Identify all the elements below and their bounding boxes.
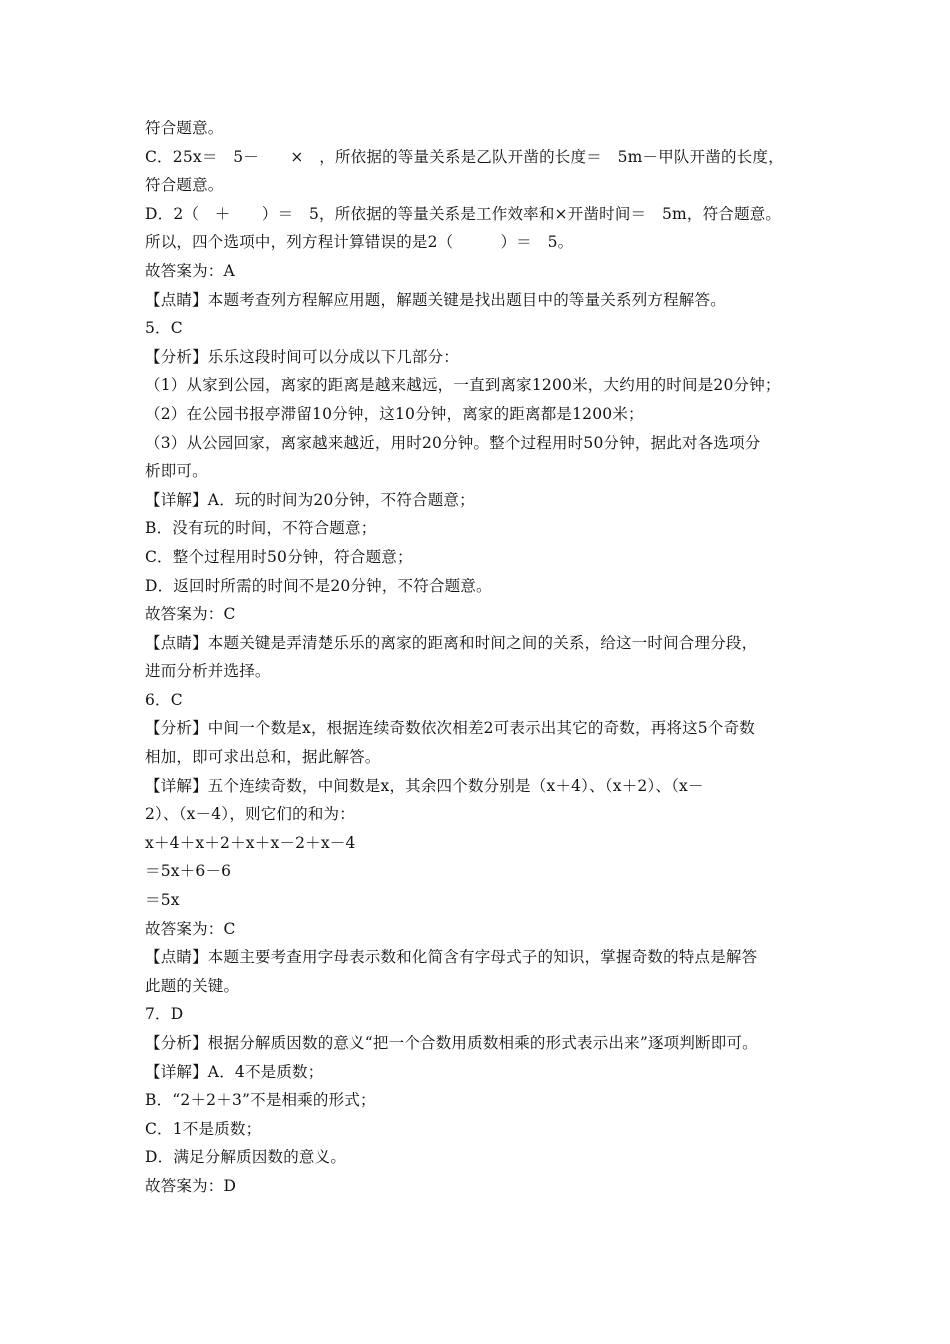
text-line: 故答案为：C bbox=[145, 605, 236, 624]
text-line: D．2（ ＋ ）＝ 5，所依据的等量关系是工作效率和×开凿时间＝ 5m，符合题意。 bbox=[145, 204, 782, 223]
text-line: 【点睛】本题关键是弄清楚乐乐的离家的距离和时间之间的关系，给这一时间合理分段， bbox=[145, 633, 758, 652]
text-line: C．25x＝ 5－ × ，所依据的等量关系是乙队开凿的长度＝ 5m－甲队开凿的长度， bbox=[145, 147, 784, 166]
text-line: B．没有玩的时间，不符合题意； bbox=[145, 519, 377, 538]
text-line: 故答案为：C bbox=[145, 919, 236, 938]
text-line: 【详解】A．玩的时间为20分钟，不符合题意； bbox=[145, 490, 475, 509]
text-line: 所以，四个选项中，列方程计算错误的是2（ ）＝ 5。 bbox=[145, 233, 574, 252]
text-line: D．满足分解质因数的意义。 bbox=[145, 1148, 347, 1167]
text-line: 【分析】乐乐这段时间可以分成以下几部分： bbox=[145, 347, 460, 366]
text-line: C．1不是质数； bbox=[145, 1119, 262, 1138]
text-line: 进而分析并选择。 bbox=[145, 662, 271, 681]
text-line: 故答案为：A bbox=[145, 261, 235, 280]
equation-line: ＝5x bbox=[145, 891, 180, 910]
text-line: 【分析】中间一个数是x，根据连续奇数依次相差2可表示出其它的奇数，再将这5个奇数 bbox=[145, 719, 755, 738]
text-line: 【点睛】本题主要考查用字母表示数和化简含有字母式子的知识，掌握奇数的特点是解答 bbox=[145, 948, 758, 967]
text-line: 此题的关键。 bbox=[145, 976, 240, 995]
equation-line: x＋4＋x＋2＋x＋x－2＋x－4 bbox=[145, 833, 356, 852]
text-line: 【详解】五个连续奇数，中间数是x，其余四个数分别是（x＋4）、（x＋2）、（x－ bbox=[145, 776, 704, 795]
text-line: 2）、（x－4），则它们的和为： bbox=[145, 805, 355, 824]
text-line: 符合题意。 bbox=[145, 176, 224, 195]
text-line: （1）从家到公园，离家的距离是越来越远，一直到离家1200米，大约用的时间是20分钟； bbox=[145, 376, 781, 395]
text-line: 【点睛】本题考查列方程解应用题，解题关键是找出题目中的等量关系列方程解答。 bbox=[145, 290, 726, 309]
text-line: 相加，即可求出总和，据此解答。 bbox=[145, 748, 381, 767]
question-number: 6．C bbox=[145, 690, 183, 709]
text-line: （2）在公园书报亭滞留10分钟，这10分钟，离家的距离都是1200米； bbox=[145, 404, 644, 423]
text-line: 析即可。 bbox=[145, 462, 208, 481]
text-line: 故答案为：D bbox=[145, 1176, 237, 1195]
question-number: 5．C bbox=[145, 319, 183, 338]
text-line: C．整个过程用时50分钟，符合题意； bbox=[145, 547, 413, 566]
equation-line: ＝5x＋6－6 bbox=[145, 862, 232, 881]
text-line: 符合题意。 bbox=[145, 119, 224, 137]
text-line: 【分析】根据分解质因数的意义“把一个合数用质数相乘的形式表示出来”逐项判断即可。 bbox=[145, 1034, 758, 1052]
question-number: 7．D bbox=[145, 1005, 184, 1024]
text-line: （3）从公园回家，离家越来越近，用时20分钟。整个过程用时50分钟，据此对各选项分 bbox=[145, 433, 761, 452]
document-page bbox=[145, 114, 825, 1201]
text-line: B．“2＋2＋3”不是相乘的形式； bbox=[145, 1091, 376, 1110]
text-line: 【详解】A．4不是质数； bbox=[145, 1062, 324, 1081]
text-line: D．返回时所需的时间不是20分钟，不符合题意。 bbox=[145, 576, 492, 595]
